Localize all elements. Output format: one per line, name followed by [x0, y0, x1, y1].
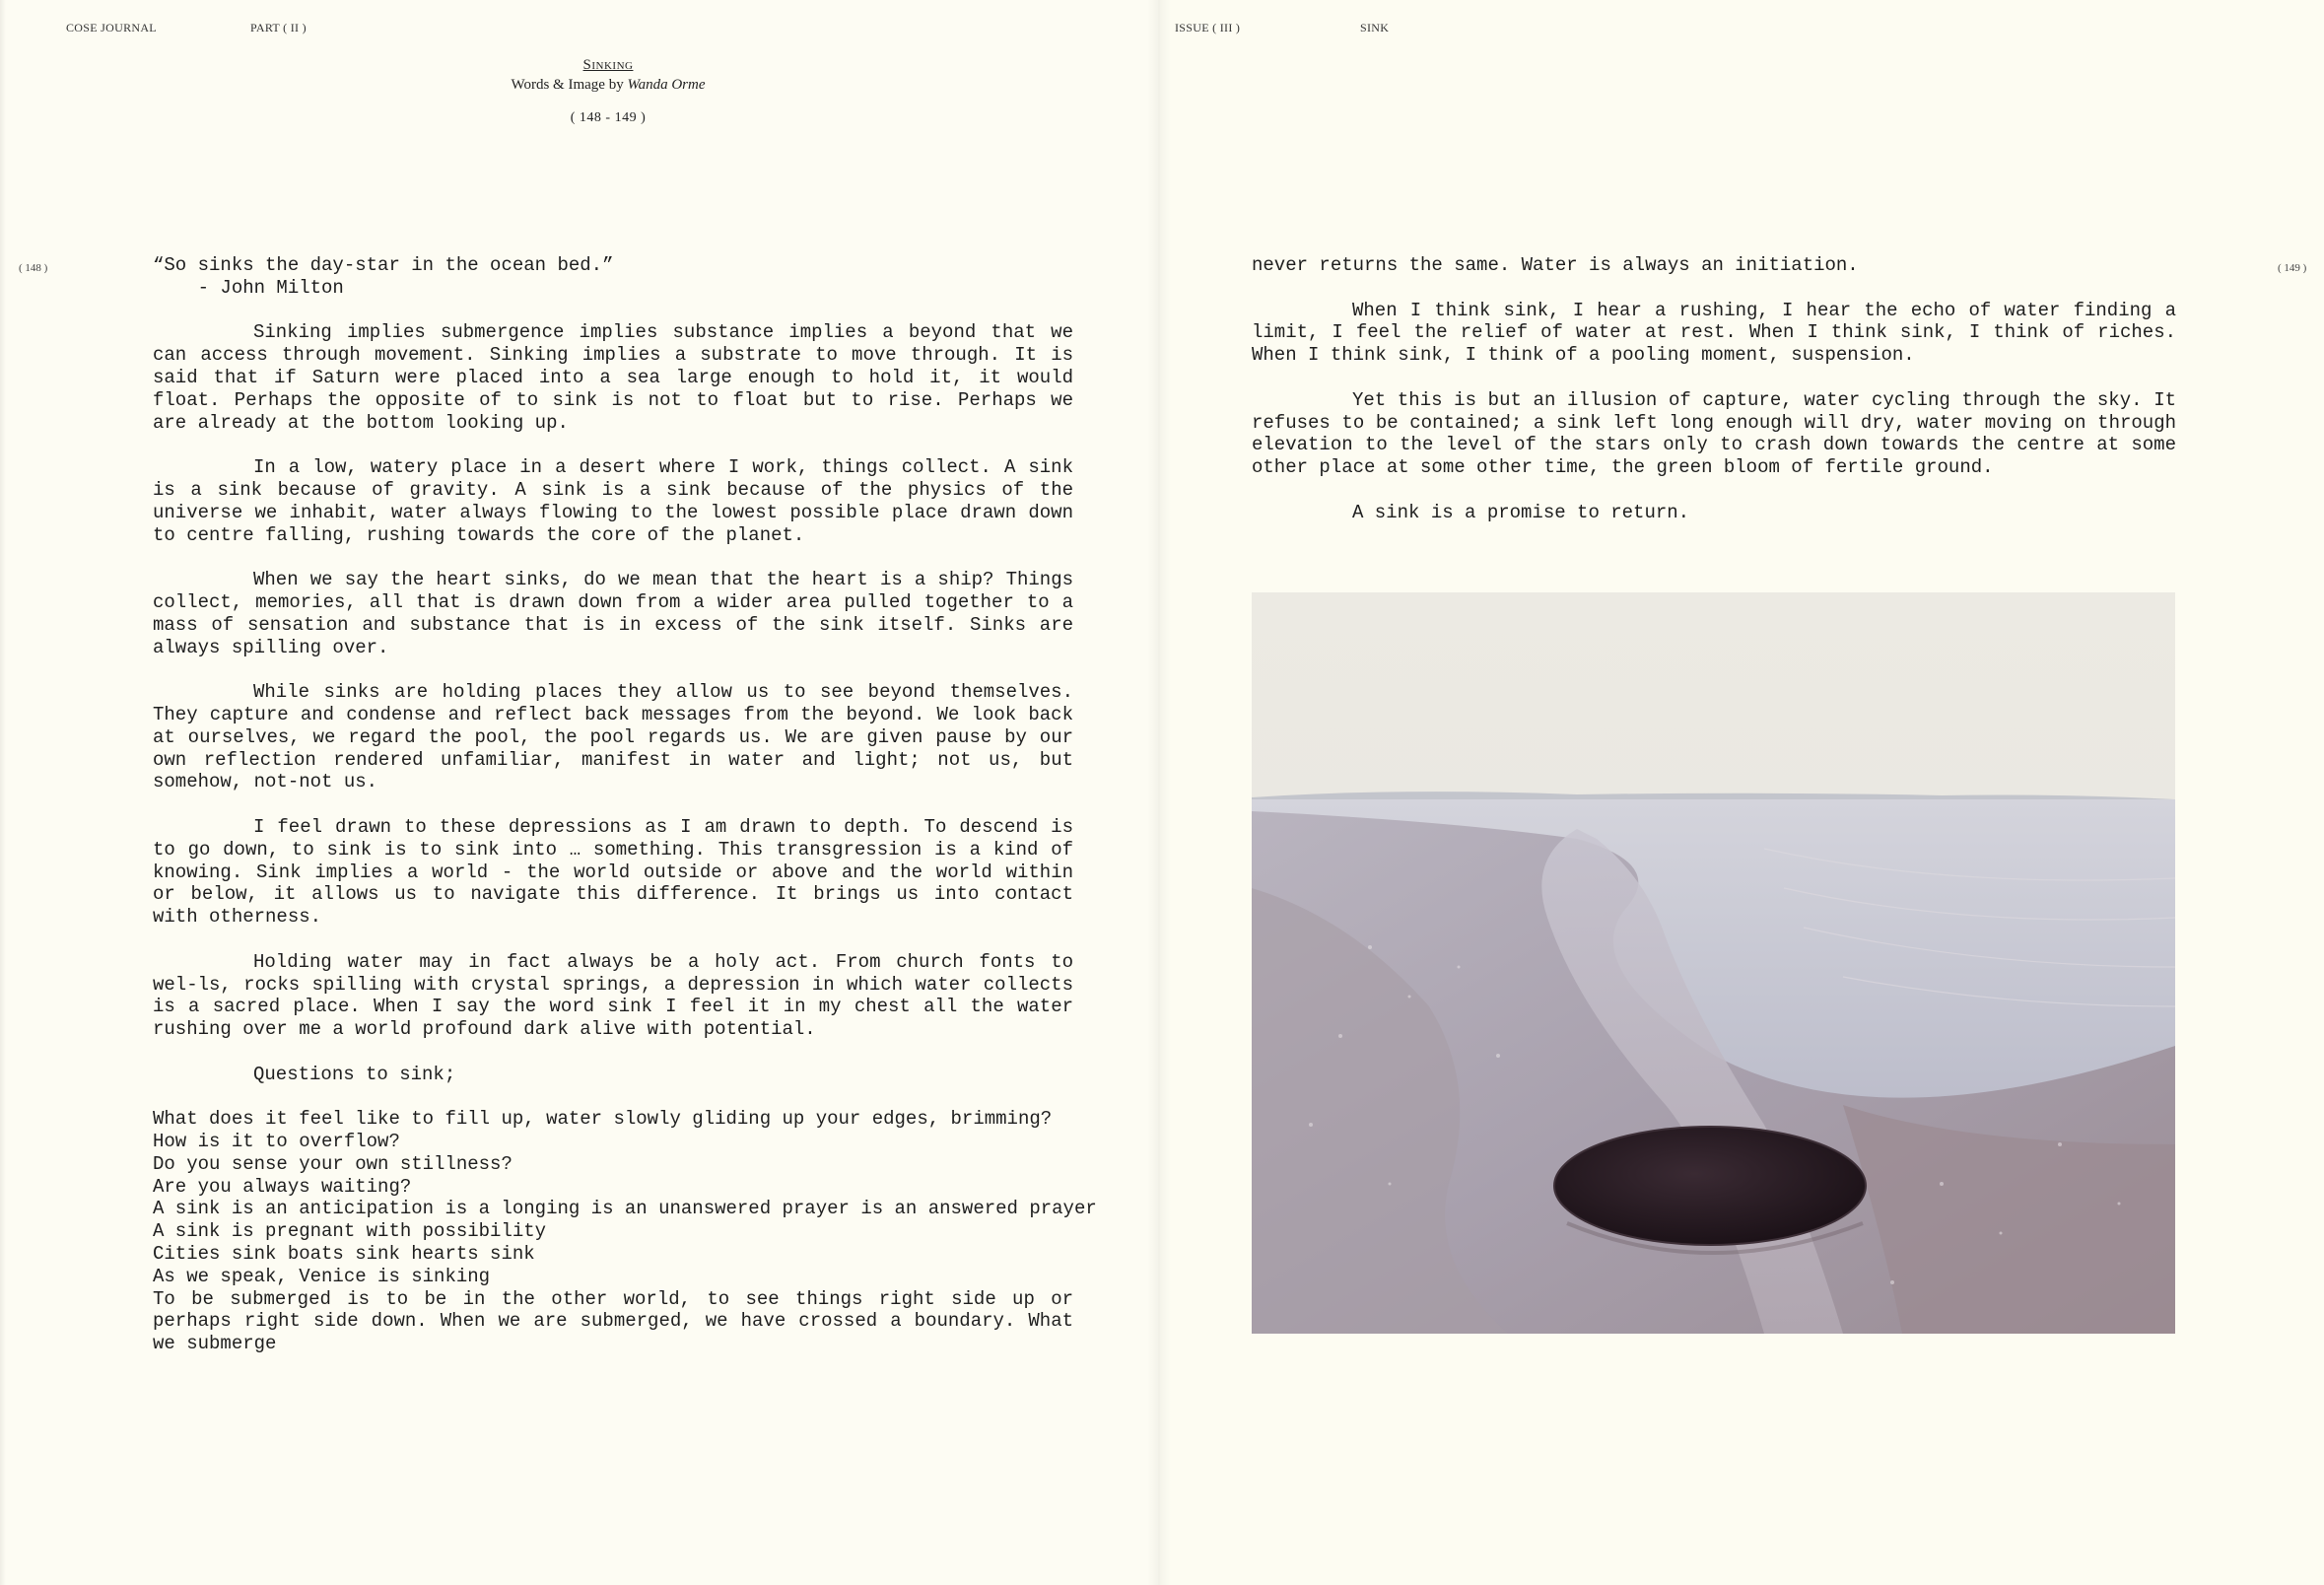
body-paragraph: When I think sink, I hear a rushing, I hear the echo of water finding a limit, I feel the relief of water at rest. When I think sink, I think of riches. When I think sink, I think of a pooling moment, suspension. — [1252, 299, 2176, 367]
question-line: How is it to overflow? — [153, 1131, 400, 1153]
running-head-issue: ISSUE ( III ) — [1175, 21, 1241, 34]
questions-list — [153, 1108, 1097, 1287]
question-line: Cities sink boats sink hearts sink — [153, 1243, 535, 1266]
body-paragraph: In a low, watery place in a desert where I work, things collect. A sink is a sink because of gravity. A sink is a sink because of the physics of the universe we inhabit, water always flowing to the lowest possible place drawn down to centre falling, rushing towards the core of the planet. — [153, 456, 1073, 546]
body-paragraph: A sink is a promise to return. — [1352, 501, 1690, 523]
shoreline-photo — [1252, 592, 2175, 1334]
body-paragraph: While sinks are holding places they allow us to see beyond themselves. They capture and condense and reflect back messages from the beyond. We look back at ourselves, we regard the pool, the pool regards us. We are given pause by our own reflection rendered unfamiliar, manifest in water and light; not us, but somehow, not-not us. — [153, 681, 1073, 793]
body-paragraph: I feel drawn to these depressions as I am drawn to depth. To descend is to go down, to sink is to sink into … something. This transgression is a kind of knowing. Sink implies a world - the world outside or above and the world within or below, it allows us to navigate this difference. It brings us into contact with otherness. — [153, 815, 1073, 929]
question-line: What does it feel like to fill up, water slowly gliding up your edges, brimming? — [153, 1108, 1053, 1131]
running-head-part: PART ( II ) — [250, 21, 307, 34]
epigraph-attribution: - John Milton — [153, 276, 344, 299]
question-line: A sink is an anticipation is a longing is an unanswered prayer is an answered prayer — [153, 1198, 1097, 1220]
question-line: A sink is pregnant with possibility — [153, 1220, 547, 1243]
body-paragraph: Holding water may in fact always be a holy act. From church fonts to wel-ls, rocks spilling with crystal springs, a depression in which water collects is a sacred place. When I say the word sink I feel it in my chest all the water rushing over me a world profound dark alive with potential. — [153, 950, 1073, 1041]
epigraph-block — [153, 254, 1073, 300]
running-head-journal: COSE JOURNAL — [66, 21, 157, 34]
article-title: Sinking — [582, 57, 634, 73]
question-line: As we speak, Venice is sinking — [153, 1265, 491, 1287]
spread-gutter — [1147, 0, 1171, 1585]
folio-left: ( 148 ) — [19, 262, 48, 274]
running-head-section: SINK — [1360, 21, 1390, 34]
left-page — [0, 0, 1159, 1585]
questions-heading: Questions to sink; — [253, 1063, 456, 1085]
body-paragraph: Yet this is but an illusion of capture, water cycling through the sky. It refuses to be contained; a sink left long enough will dry, water moving on through elevation to the level of the stars only to crash down towards the centre at some other place at some other time, the green bloom of fertile ground. — [1252, 388, 2176, 479]
article-byline — [411, 75, 805, 95]
left-text-column — [153, 254, 1097, 1355]
article-title-block — [411, 55, 805, 126]
body-paragraph: When we say the heart sinks, do we mean that the heart is a ship? Things collect, memories, all that is drawn down from a wider area pulled together to a mass of sensation and substance that is in excess of the sink itself. Sinks are always spilling over. — [153, 569, 1073, 658]
body-paragraph: Sinking implies submergence implies substance implies a beyond that we can access through movement. Sinking implies a substrate to move through. It is said that if Saturn were placed into a sea large enough to hold it, it would float. Perhaps the opposite of to sink is not to float but to rise. Perhaps we are already at the bottom looking up. — [153, 321, 1073, 434]
photo-image — [1252, 592, 2175, 1334]
byline-prefix: Words & Image by — [511, 77, 624, 93]
epigraph: “So sinks the day-star in the ocean bed.” — [153, 254, 614, 276]
continuation-line: never returns the same. Water is always an initiation. — [1252, 254, 1859, 276]
right-text-column — [1252, 254, 2176, 546]
question-line: Are you always waiting? — [153, 1175, 412, 1198]
closing-paragraph: To be submerged is to be in the other world, to see things right side up or perhaps right side down. When we are submerged, we have crossed a boundary. What we submerge — [153, 1287, 1073, 1355]
folio-right: ( 149 ) — [2278, 262, 2307, 274]
question-line: Do you sense your own stillness? — [153, 1152, 513, 1175]
page-edge-shadow — [0, 0, 6, 1585]
author-name: Wanda Orme — [627, 77, 706, 93]
page-range: ( 148 - 149 ) — [570, 110, 647, 125]
